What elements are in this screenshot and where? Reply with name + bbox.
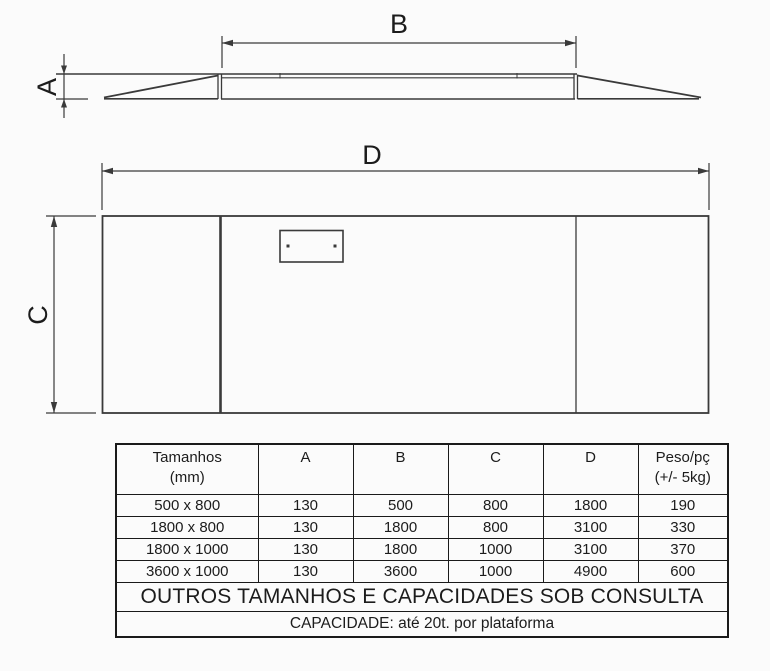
table-cell: 130 (258, 495, 353, 517)
dimension-b (222, 9, 576, 68)
table-cell: 3100 (543, 539, 638, 561)
table-cell: 130 (258, 561, 353, 583)
header-line1: A (300, 449, 311, 466)
capacity-row (116, 612, 728, 638)
ramp-right (578, 76, 702, 99)
header-line2: (mm) (169, 469, 205, 487)
table-cell: 1800 x 800 (116, 517, 258, 539)
dim-c-label: C (23, 305, 53, 325)
header-line1: D (585, 449, 596, 466)
table-cell: 370 (638, 539, 728, 561)
table-cell: 600 (638, 561, 728, 583)
junction-box (280, 231, 343, 263)
dim-b-arrow-left (222, 40, 233, 46)
header-line2: (+/- 5kg) (654, 469, 711, 487)
ramp-left (104, 76, 218, 99)
column-header-tamanhos (116, 444, 258, 495)
column-header-d (543, 444, 638, 495)
table-row (116, 561, 728, 583)
bolt-dot-right (334, 245, 337, 248)
table-cell: 800 (448, 517, 543, 539)
table-row (116, 517, 728, 539)
dimension-c (23, 216, 96, 413)
dim-b-label: B (389, 9, 409, 39)
table-cell: 4900 (543, 561, 638, 583)
table-cell: 1800 (543, 495, 638, 517)
table-cell: 500 (353, 495, 448, 517)
bolt-dot-left (287, 245, 290, 248)
table-row (116, 495, 728, 517)
table-cell: 1000 (448, 539, 543, 561)
dim-a-label: A (32, 77, 62, 97)
table-cell: 190 (638, 495, 728, 517)
platform-top-plate (56, 73, 577, 79)
header-line1: C (490, 449, 501, 466)
dim-a-arrow-top (61, 66, 67, 75)
header-line1: Tamanhos (152, 449, 222, 466)
dim-d-label: D (362, 140, 382, 170)
dim-c-arrow-bottom (51, 402, 57, 413)
column-header-b (353, 444, 448, 495)
dim-b-arrow-right (565, 40, 576, 46)
dimension-d (102, 140, 709, 210)
table-cell: 1800 (353, 517, 448, 539)
table-cell: 800 (448, 495, 543, 517)
dim-d-arrow-right (698, 168, 709, 174)
header-line1: B (395, 449, 406, 466)
capacity-text: CAPACIDADE: até 20t. por plataforma (116, 612, 728, 638)
column-header-peso (638, 444, 728, 495)
table-cell: 130 (258, 539, 353, 561)
dim-d-arrow-left (102, 168, 113, 174)
table-cell: 330 (638, 517, 728, 539)
table-row (116, 539, 728, 561)
dim-a-arrow-bottom (61, 99, 67, 108)
top-view (23, 140, 709, 413)
platform-outline (103, 216, 709, 413)
column-header-a (258, 444, 353, 495)
table-cell: 3100 (543, 517, 638, 539)
dim-c-arrow-top (51, 216, 57, 227)
note-text: OUTROS TAMANHOS E CAPACIDADES SOB CONSULTA (116, 583, 728, 612)
side-view (32, 9, 701, 118)
dimension-a (32, 54, 88, 118)
table-cell: 3600 (353, 561, 448, 583)
header-line1: Peso/pç (655, 449, 710, 466)
spec-table (115, 443, 729, 638)
table-cell: 1800 x 1000 (116, 539, 258, 561)
table-cell: 3600 x 1000 (116, 561, 258, 583)
header-row (116, 444, 728, 495)
table-cell: 500 x 800 (116, 495, 258, 517)
note-row (116, 583, 728, 612)
table-cell: 130 (258, 517, 353, 539)
table-cell: 1800 (353, 539, 448, 561)
table-cell: 1000 (448, 561, 543, 583)
column-header-c (448, 444, 543, 495)
